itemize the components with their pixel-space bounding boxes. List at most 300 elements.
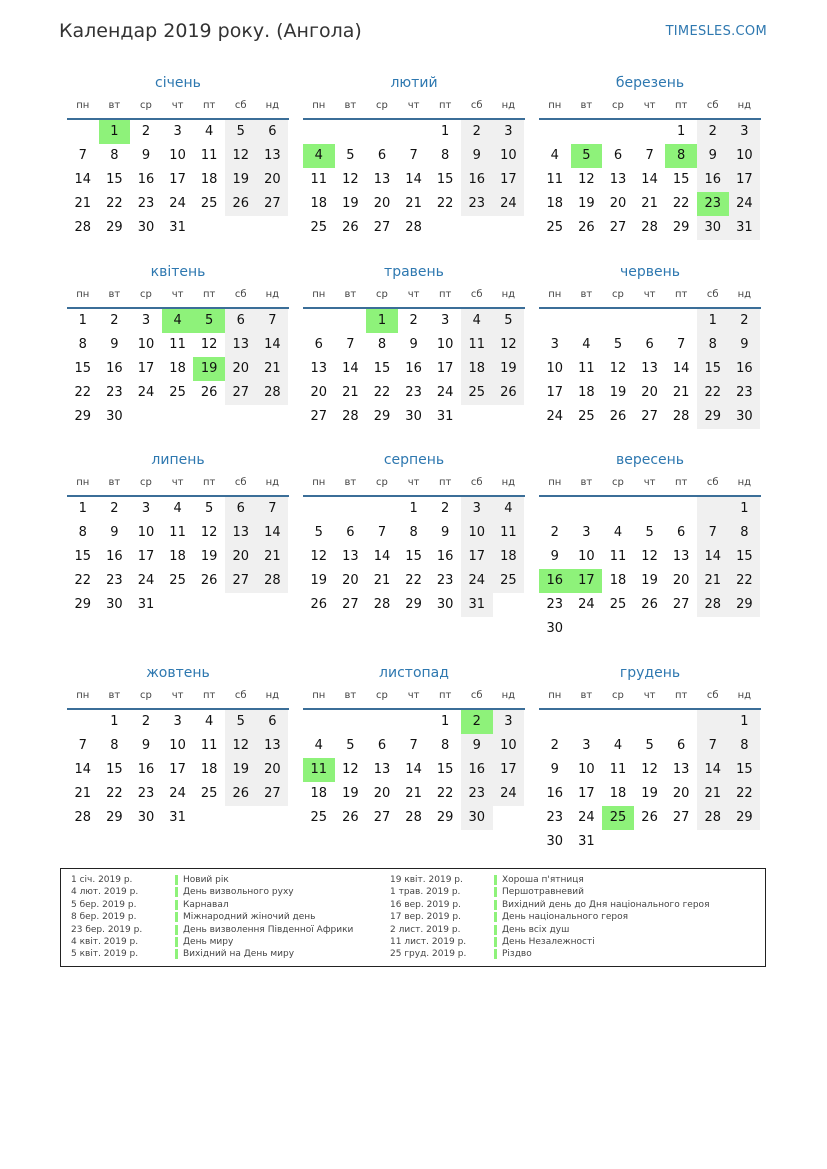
day-cell: 9 [141, 148, 151, 163]
day-cell: 27 [373, 220, 391, 235]
day-cell: 24 [137, 573, 155, 588]
month-0 [67, 72, 289, 240]
legend-date: 25 груд. 2019 р. [390, 949, 467, 960]
empty-cell [193, 806, 225, 830]
holiday-day-cell: 5 [571, 144, 603, 168]
day-cell: 21 [697, 569, 729, 593]
day-cell: 25 [578, 409, 595, 424]
empty-cell [697, 497, 729, 521]
holiday-marker-icon [175, 925, 178, 935]
day-cell: 25 [169, 385, 186, 400]
empty-cell [602, 710, 634, 734]
day-cell: 1 [409, 501, 418, 516]
day-cell: 10 [169, 738, 186, 753]
empty-cell [493, 216, 525, 240]
day-cell: 18 [609, 786, 627, 801]
day-cell: 7 [645, 148, 654, 163]
day-cell: 3 [582, 738, 591, 753]
day-cell: 30 [461, 806, 493, 830]
day-cell: 3 [729, 120, 761, 144]
weekday-label: ср [140, 690, 152, 701]
day-cell: 7 [697, 734, 729, 758]
weekday-label: нд [501, 477, 516, 488]
legend-item [71, 948, 353, 960]
day-cell: 2 [409, 313, 418, 328]
holiday-marker-icon [494, 949, 497, 959]
day-cell: 23 [461, 192, 493, 216]
legend-holiday-name: День всіх душ [502, 924, 570, 935]
legend-column-right [390, 874, 709, 961]
day-cell: 19 [225, 168, 257, 192]
day-cell: 22 [729, 782, 761, 806]
empty-cell [225, 806, 257, 830]
legend-date: 2 лист. 2019 р. [390, 924, 461, 935]
weekday-label: пн [76, 690, 90, 701]
day-cell: 6 [225, 309, 257, 333]
holiday-day-cell: 5 [193, 309, 225, 333]
day-cell: 26 [342, 810, 359, 825]
day-cell: 17 [546, 385, 564, 400]
day-cell: 19 [342, 786, 359, 801]
day-cell: 28 [74, 220, 92, 235]
month-2 [539, 72, 761, 240]
weekday-label: сб [470, 289, 483, 300]
weekday-label: нд [265, 690, 280, 701]
empty-cell [193, 405, 225, 429]
day-cell: 31 [578, 834, 595, 849]
day-cell: 4 [550, 148, 559, 163]
weekday-label: чт [643, 690, 656, 701]
day-cell: 11 [609, 549, 627, 564]
weekday-label: ср [376, 100, 388, 111]
day-cell: 6 [225, 497, 257, 521]
day-cell: 23 [137, 196, 155, 211]
day-cell: 21 [257, 357, 289, 381]
day-cell: 4 [613, 738, 623, 753]
day-cell: 15 [74, 361, 92, 376]
empty-cell [67, 710, 99, 734]
weekday-label: пт [202, 690, 216, 701]
empty-cell [634, 497, 666, 521]
holiday-legend [60, 868, 766, 967]
day-cell: 9 [550, 549, 559, 564]
day-cell: 10 [493, 734, 525, 758]
day-cell: 1 [78, 313, 87, 328]
month-6 [67, 449, 289, 617]
weekday-label: вт [344, 100, 357, 111]
day-cell: 21 [641, 196, 658, 211]
day-cell: 28 [74, 810, 92, 825]
month-name: лютий [390, 75, 438, 91]
month-4 [303, 261, 525, 429]
empty-cell [257, 405, 289, 429]
day-cell: 17 [137, 549, 155, 564]
day-cell: 25 [461, 381, 493, 405]
weekday-label: вт [580, 289, 593, 300]
month-name: липень [151, 452, 205, 468]
weekday-label: пт [202, 477, 216, 488]
day-cell: 3 [493, 710, 525, 734]
day-cell: 6 [346, 525, 355, 540]
day-cell: 28 [697, 806, 729, 830]
day-cell: 2 [441, 501, 450, 516]
day-cell: 19 [609, 385, 627, 400]
day-cell: 30 [137, 810, 155, 825]
day-cell: 24 [436, 385, 454, 400]
legend-item [390, 924, 709, 936]
empty-cell [461, 405, 493, 429]
day-cell: 13 [609, 172, 627, 187]
day-cell: 22 [436, 196, 454, 211]
legend-holiday-name: Першотравневий [502, 887, 584, 898]
day-cell: 3 [173, 124, 182, 139]
day-cell: 27 [342, 597, 359, 612]
weekday-header [303, 688, 525, 710]
empty-cell [665, 830, 697, 854]
day-cell: 15 [373, 361, 391, 376]
site-link[interactable]: TIMESLES.COM [665, 24, 767, 39]
day-cell: 13 [342, 549, 359, 564]
day-cell: 26 [493, 381, 525, 405]
day-cell: 7 [78, 738, 87, 753]
weekday-header [303, 98, 525, 120]
day-cell: 21 [672, 385, 690, 400]
day-cell: 1 [441, 124, 450, 139]
day-cell: 17 [729, 168, 761, 192]
weekday-label: нд [265, 289, 280, 300]
weekday-label: ср [140, 289, 152, 300]
day-cell: 25 [169, 573, 186, 588]
holiday-marker-icon [175, 875, 178, 885]
weekday-label: нд [737, 690, 752, 701]
month-name: червень [619, 264, 681, 280]
day-cell: 19 [493, 357, 525, 381]
day-grid [67, 309, 289, 429]
day-cell: 27 [373, 810, 391, 825]
day-cell: 17 [436, 361, 454, 376]
day-cell: 11 [200, 148, 218, 163]
day-cell: 4 [461, 309, 493, 333]
day-cell: 5 [493, 309, 525, 333]
day-cell: 11 [200, 738, 218, 753]
weekday-label: ср [612, 100, 624, 111]
weekday-label: пт [438, 690, 452, 701]
day-cell: 28 [672, 409, 690, 424]
day-cell: 28 [257, 381, 289, 405]
day-cell: 7 [677, 337, 686, 352]
day-cell: 7 [78, 148, 87, 163]
weekday-label: чт [171, 289, 184, 300]
day-cell: 12 [225, 144, 257, 168]
day-cell: 14 [405, 172, 422, 187]
day-cell: 8 [78, 337, 87, 352]
day-cell: 1 [441, 714, 450, 729]
empty-cell [602, 617, 634, 641]
day-grid [303, 710, 525, 830]
day-cell: 27 [257, 192, 289, 216]
day-cell: 21 [257, 545, 289, 569]
day-cell: 10 [436, 337, 454, 352]
legend-date: 5 квіт. 2019 р. [71, 949, 139, 960]
legend-date: 4 квіт. 2019 р. [71, 936, 139, 947]
holiday-day-cell: 11 [303, 758, 335, 782]
day-cell: 25 [546, 220, 564, 235]
day-cell: 26 [200, 385, 218, 400]
day-cell: 22 [373, 385, 391, 400]
weekday-label: пт [438, 477, 452, 488]
day-cell: 22 [405, 573, 422, 588]
day-cell: 2 [697, 120, 729, 144]
legend-holiday-name: День визволення Південної Африки [183, 924, 354, 935]
month-5 [539, 261, 761, 429]
weekday-label: нд [265, 477, 280, 488]
day-cell: 20 [225, 545, 257, 569]
day-cell: 21 [405, 786, 422, 801]
holiday-day-cell: 4 [162, 309, 194, 333]
weekday-label: ср [612, 289, 624, 300]
day-cell: 20 [373, 786, 391, 801]
holiday-marker-icon [494, 912, 497, 922]
legend-item [71, 886, 353, 898]
weekday-label: пн [76, 100, 90, 111]
day-cell: 1 [677, 124, 686, 139]
holiday-marker-icon [494, 887, 497, 897]
day-cell: 2 [729, 309, 761, 333]
empty-cell [697, 710, 729, 734]
day-cell: 20 [257, 758, 289, 782]
weekday-label: вт [580, 690, 593, 701]
day-cell: 8 [110, 738, 119, 753]
day-cell: 14 [257, 521, 289, 545]
day-grid [67, 120, 289, 240]
day-cell: 7 [257, 309, 289, 333]
empty-cell [225, 405, 257, 429]
empty-cell [366, 497, 398, 521]
weekday-header [539, 287, 761, 309]
empty-cell [130, 405, 162, 429]
empty-cell [634, 710, 666, 734]
day-cell: 8 [377, 337, 387, 352]
legend-date: 5 бер. 2019 р. [71, 899, 137, 910]
weekday-header [67, 688, 289, 710]
weekday-label: пн [548, 100, 562, 111]
day-cell: 23 [137, 786, 155, 801]
empty-cell [665, 617, 697, 641]
day-cell: 8 [78, 525, 87, 540]
day-cell: 4 [613, 525, 623, 540]
day-cell: 17 [493, 758, 525, 782]
day-cell: 28 [373, 597, 391, 612]
weekday-label: чт [171, 690, 184, 701]
legend-item [390, 911, 709, 923]
day-cell: 12 [225, 734, 257, 758]
day-cell: 28 [641, 220, 658, 235]
weekday-label: чт [407, 100, 420, 111]
legend-holiday-name: Різдво [502, 949, 532, 960]
day-cell: 30 [106, 409, 123, 424]
day-cell: 24 [493, 192, 525, 216]
day-cell: 7 [257, 497, 289, 521]
day-cell: 4 [173, 501, 182, 516]
day-cell: 18 [546, 196, 564, 211]
holiday-marker-icon [494, 937, 497, 947]
day-cell: 6 [314, 337, 323, 352]
day-cell: 5 [645, 738, 654, 753]
legend-holiday-name: Вихідний день до Дня національного героя [502, 899, 710, 910]
day-cell: 12 [342, 762, 359, 777]
weekday-label: нд [501, 690, 516, 701]
weekday-label: пт [438, 289, 452, 300]
day-cell: 10 [169, 148, 186, 163]
legend-holiday-name: Карнавал [183, 899, 229, 910]
day-cell: 4 [205, 714, 214, 729]
empty-cell [571, 710, 603, 734]
weekday-label: ср [140, 477, 152, 488]
day-cell: 5 [613, 337, 623, 352]
day-cell: 9 [697, 144, 729, 168]
empty-cell [571, 120, 603, 144]
weekday-label: чт [171, 100, 184, 111]
day-cell: 27 [672, 597, 690, 612]
legend-item [390, 899, 709, 911]
day-cell: 8 [441, 738, 450, 753]
day-cell: 30 [697, 216, 729, 240]
empty-cell [193, 216, 225, 240]
month-7 [303, 449, 525, 617]
weekday-label: нд [737, 100, 752, 111]
day-cell: 24 [729, 192, 761, 216]
empty-cell [67, 120, 99, 144]
legend-item [71, 899, 353, 911]
legend-item [390, 874, 709, 886]
day-cell: 9 [110, 525, 119, 540]
empty-cell [665, 710, 697, 734]
weekday-header [67, 98, 289, 120]
day-cell: 31 [729, 216, 761, 240]
day-cell: 15 [697, 357, 729, 381]
day-cell: 1 [729, 497, 761, 521]
day-cell: 20 [257, 168, 289, 192]
month-name: травень [384, 264, 444, 280]
day-cell: 13 [641, 361, 658, 376]
day-cell: 29 [697, 405, 729, 429]
day-grid [67, 497, 289, 617]
day-cell: 17 [137, 361, 155, 376]
day-cell: 31 [436, 409, 454, 424]
weekday-label: сб [234, 690, 247, 701]
day-cell: 24 [578, 810, 595, 825]
weekday-label: ср [612, 690, 624, 701]
day-cell: 15 [106, 762, 123, 777]
day-cell: 10 [546, 361, 564, 376]
day-cell: 28 [342, 409, 359, 424]
day-cell: 13 [310, 361, 328, 376]
day-cell: 18 [200, 762, 218, 777]
weekday-label: пт [674, 477, 688, 488]
weekday-label: пн [312, 477, 326, 488]
day-cell: 12 [493, 333, 525, 357]
day-cell: 4 [582, 337, 591, 352]
legend-item [71, 874, 353, 886]
day-cell: 11 [578, 361, 595, 376]
day-cell: 6 [257, 120, 289, 144]
day-cell: 26 [225, 782, 257, 806]
holiday-day-cell: 16 [539, 569, 571, 593]
empty-cell [634, 617, 666, 641]
day-cell: 17 [169, 762, 186, 777]
empty-cell [303, 710, 335, 734]
legend-item [390, 936, 709, 948]
day-cell: 29 [436, 810, 454, 825]
legend-date: 16 вер. 2019 р. [390, 899, 461, 910]
weekday-label: пт [202, 100, 216, 111]
day-cell: 22 [697, 381, 729, 405]
day-cell: 28 [257, 569, 289, 593]
day-cell: 18 [493, 545, 525, 569]
day-grid [67, 710, 289, 830]
day-cell: 9 [729, 333, 761, 357]
day-cell: 23 [405, 385, 422, 400]
weekday-label: вт [108, 289, 121, 300]
day-cell: 17 [493, 168, 525, 192]
empty-cell [335, 309, 367, 333]
day-cell: 1 [110, 714, 119, 729]
day-cell: 19 [342, 196, 359, 211]
day-cell: 26 [310, 597, 328, 612]
day-cell: 16 [461, 168, 493, 192]
weekday-label: сб [706, 690, 719, 701]
day-cell: 2 [141, 124, 151, 139]
day-cell: 14 [74, 172, 92, 187]
holiday-marker-icon [175, 912, 178, 922]
day-cell: 25 [200, 786, 218, 801]
day-cell: 3 [141, 501, 151, 516]
legend-holiday-name: День миру [183, 936, 234, 947]
day-cell: 5 [225, 710, 257, 734]
day-cell: 3 [173, 714, 182, 729]
empty-cell [697, 830, 729, 854]
day-cell: 20 [609, 196, 627, 211]
day-cell: 27 [641, 409, 658, 424]
day-cell: 18 [169, 361, 186, 376]
empty-cell [335, 710, 367, 734]
day-cell: 23 [436, 573, 454, 588]
weekday-label: вт [108, 100, 121, 111]
day-cell: 28 [405, 810, 422, 825]
legend-holiday-name: День визвольного руху [183, 887, 294, 898]
day-cell: 30 [546, 834, 564, 849]
empty-cell [493, 405, 525, 429]
weekday-label: сб [706, 289, 719, 300]
day-cell: 3 [441, 313, 450, 328]
day-cell: 18 [310, 196, 328, 211]
empty-cell [225, 593, 257, 617]
day-grid [303, 497, 525, 617]
empty-cell [257, 806, 289, 830]
day-cell: 11 [493, 521, 525, 545]
day-cell: 19 [641, 786, 658, 801]
day-cell: 15 [106, 172, 123, 187]
day-cell: 13 [373, 762, 391, 777]
day-cell: 16 [106, 361, 123, 376]
day-cell: 4 [314, 738, 323, 753]
empty-cell [493, 593, 525, 617]
empty-cell [602, 309, 634, 333]
day-cell: 16 [405, 361, 422, 376]
day-cell: 29 [74, 409, 92, 424]
holiday-day-cell: 1 [99, 120, 131, 144]
day-cell: 6 [257, 710, 289, 734]
